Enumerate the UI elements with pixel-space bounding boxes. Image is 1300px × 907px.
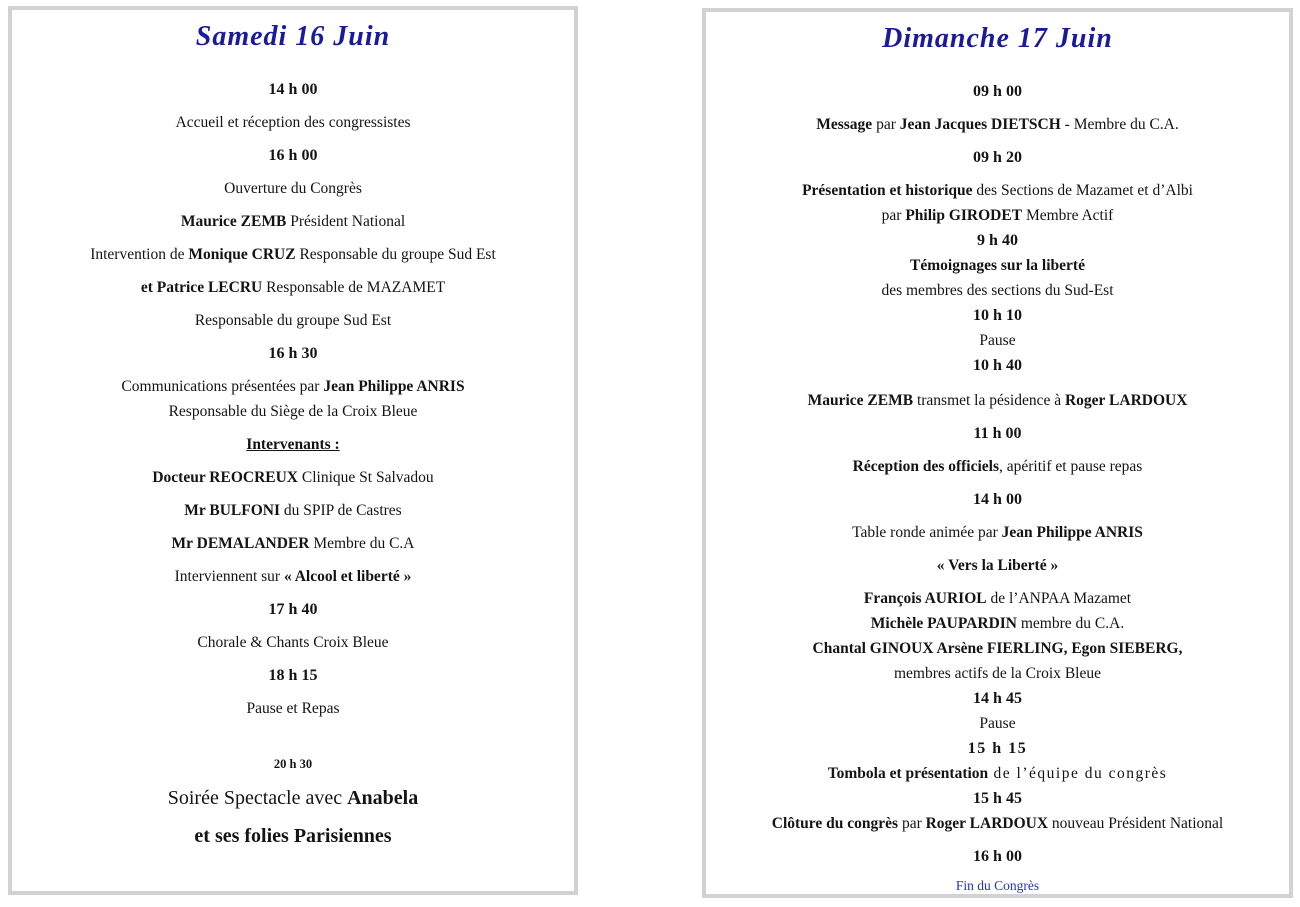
event-text	[12, 785, 574, 811]
text-segment: Anabela	[347, 787, 419, 809]
text-segment: François AURIOL	[863, 590, 987, 607]
text-segment: Fin du Congrès	[955, 878, 1040, 893]
text-segment: Roger LARDOUX	[925, 815, 1049, 832]
time-label	[706, 788, 1289, 809]
time-label	[12, 756, 574, 773]
text-segment: - Membre du C.A.	[1060, 116, 1179, 133]
text-segment: 16 h 30	[268, 345, 318, 362]
schedule-list-sunday	[706, 81, 1289, 896]
event-text	[706, 114, 1289, 135]
event-text	[706, 555, 1289, 576]
text-segment: transmet la pésidence à	[913, 392, 1065, 409]
text-segment: Message	[816, 116, 873, 133]
text-segment: Intervention de	[90, 246, 189, 263]
event-text	[706, 280, 1289, 301]
event-text	[12, 376, 574, 397]
event-text	[12, 698, 574, 719]
event-text	[706, 456, 1289, 477]
event-text	[12, 566, 574, 587]
text-segment: 10 h 40	[973, 357, 1022, 374]
text-segment: par	[872, 116, 900, 133]
text-segment: nouveau Président National	[1048, 815, 1224, 832]
time-label	[706, 230, 1289, 251]
text-segment: 11 h 00	[973, 425, 1022, 442]
time-label	[12, 79, 574, 100]
text-segment: Pause et Repas	[246, 700, 340, 717]
text-segment: Philip GIRODET	[905, 207, 1023, 224]
text-segment: Témoignages sur la liberté	[910, 257, 1085, 274]
event-text	[12, 211, 574, 232]
text-segment: de l’équipe du congrès	[988, 765, 1168, 782]
event-text	[706, 663, 1289, 684]
text-segment: Responsable du groupe Sud Est	[194, 312, 392, 329]
text-segment: Tombola et présentation	[827, 765, 989, 782]
time-label	[706, 423, 1289, 444]
text-segment: 20 h 30	[273, 757, 313, 771]
event-text	[12, 533, 574, 554]
text-segment: , apéritif et pause repas	[999, 458, 1143, 475]
text-segment: 16 h 00	[268, 147, 318, 164]
text-segment: Pause	[979, 715, 1016, 732]
day-panel-sunday	[702, 8, 1293, 898]
text-segment: Mr DEMALANDER	[171, 535, 310, 552]
text-segment: 14 h 45	[973, 690, 1022, 707]
event-text	[12, 277, 574, 298]
time-label	[12, 145, 574, 166]
text-segment: 16 h 00	[973, 848, 1022, 865]
event-text	[12, 434, 574, 455]
event-text	[706, 613, 1289, 634]
text-segment: du SPIP de Castres	[280, 502, 402, 519]
text-segment: Clôture du congrès	[771, 815, 899, 832]
text-segment: Communications présentées par	[121, 378, 324, 395]
event-text	[706, 638, 1289, 659]
event-text	[12, 244, 574, 265]
event-text	[706, 255, 1289, 276]
text-segment: par	[881, 207, 906, 224]
event-text	[706, 390, 1289, 411]
text-segment: Table ronde animée par	[852, 524, 1002, 541]
time-label	[706, 688, 1289, 709]
text-segment: et ses folies Parisiennes	[194, 825, 392, 847]
day-title-saturday: Samedi 16 Juin	[195, 21, 391, 52]
event-text	[706, 875, 1289, 896]
text-segment: Responsable de MAZAMET	[262, 279, 446, 296]
text-segment: Membre Actif	[1022, 207, 1114, 224]
event-text	[706, 813, 1289, 834]
event-text	[12, 178, 574, 199]
time-label	[706, 846, 1289, 867]
text-segment: 15 h 15	[967, 740, 1028, 757]
text-segment: Présentation et historique	[802, 182, 973, 199]
text-segment: Jean Philippe ANRIS	[323, 378, 465, 395]
time-label	[12, 343, 574, 364]
text-segment: Intervenants :	[246, 436, 340, 453]
text-segment: 15 h 45	[973, 790, 1022, 807]
text-segment: Réception des officiels	[852, 458, 1000, 475]
time-label	[706, 305, 1289, 326]
text-segment: Pause	[979, 332, 1016, 349]
text-segment: 18 h 15	[268, 667, 318, 684]
text-segment: 09 h 20	[973, 149, 1022, 166]
text-segment: membres actifs de la Croix Bleue	[893, 665, 1102, 682]
text-segment: membre du C.A.	[1017, 615, 1125, 632]
day-title-sunday: Dimanche 17 Juin	[882, 23, 1113, 54]
text-segment: Ouverture du Congrès	[224, 180, 362, 197]
text-segment: Président National	[286, 213, 406, 230]
event-text	[12, 310, 574, 331]
time-label	[706, 738, 1289, 759]
text-segment: des membres des sections du Sud-Est	[881, 282, 1114, 299]
text-segment: par	[898, 815, 926, 832]
text-segment: 17 h 40	[268, 601, 318, 618]
event-text	[12, 467, 574, 488]
text-segment: 09 h 00	[973, 83, 1022, 100]
schedule-list-saturday	[12, 79, 574, 849]
event-text	[706, 588, 1289, 609]
event-text	[12, 500, 574, 521]
time-label	[706, 489, 1289, 510]
text-segment: de l’ANPAA Mazamet	[986, 590, 1132, 607]
text-segment: Clinique St Salvadou	[298, 469, 434, 486]
event-text	[12, 632, 574, 653]
event-text	[12, 112, 574, 133]
text-segment: 14 h 00	[268, 81, 318, 98]
text-segment: « Vers la Liberté »	[936, 557, 1059, 574]
event-text	[12, 401, 574, 422]
time-label	[706, 81, 1289, 102]
event-text	[706, 763, 1289, 784]
text-segment: Soirée Spectacle avec	[167, 787, 348, 809]
text-segment: Chorale & Chants Croix Bleue	[197, 634, 389, 651]
text-segment: Roger LARDOUX	[1064, 392, 1188, 409]
text-segment: Docteur REOCREUX	[152, 469, 299, 486]
text-segment: Jean Philippe ANRIS	[1001, 524, 1143, 541]
text-segment: Chantal GINOUX Arsène FIERLING, Egon SIEBERG,	[812, 640, 1183, 657]
text-segment: Monique CRUZ	[188, 246, 296, 263]
text-segment: Responsable du Siège de la Croix Bleue	[168, 403, 418, 420]
text-segment: « Alcool et liberté »	[283, 568, 412, 585]
event-text	[706, 330, 1289, 351]
time-label	[706, 355, 1289, 376]
text-segment: Interviennent sur	[174, 568, 284, 585]
text-segment: 9 h 40	[977, 232, 1018, 249]
event-text	[706, 713, 1289, 734]
text-segment: Maurice ZEMB	[180, 213, 287, 230]
event-text	[706, 522, 1289, 543]
event-text	[706, 205, 1289, 226]
text-segment: Accueil et réception des congressistes	[175, 114, 411, 131]
text-segment: et Patrice LECRU	[140, 279, 263, 296]
text-segment: Mr BULFONI	[184, 502, 280, 519]
text-segment: Jean Jacques DIETSCH	[899, 116, 1061, 133]
event-text	[706, 180, 1289, 201]
time-label	[12, 599, 574, 620]
event-text	[12, 823, 574, 849]
text-segment: 14 h 00	[973, 491, 1022, 508]
text-segment: Responsable du groupe Sud Est	[295, 246, 496, 263]
time-label	[12, 665, 574, 686]
text-segment: Michèle PAUPARDIN	[870, 615, 1017, 632]
text-segment: des Sections de Mazamet et d’Albi	[972, 182, 1193, 199]
day-panel-saturday	[8, 6, 578, 895]
text-segment: Membre du C.A	[309, 535, 415, 552]
text-segment: 10 h 10	[973, 307, 1022, 324]
text-segment: Maurice ZEMB	[807, 392, 914, 409]
time-label	[706, 147, 1289, 168]
